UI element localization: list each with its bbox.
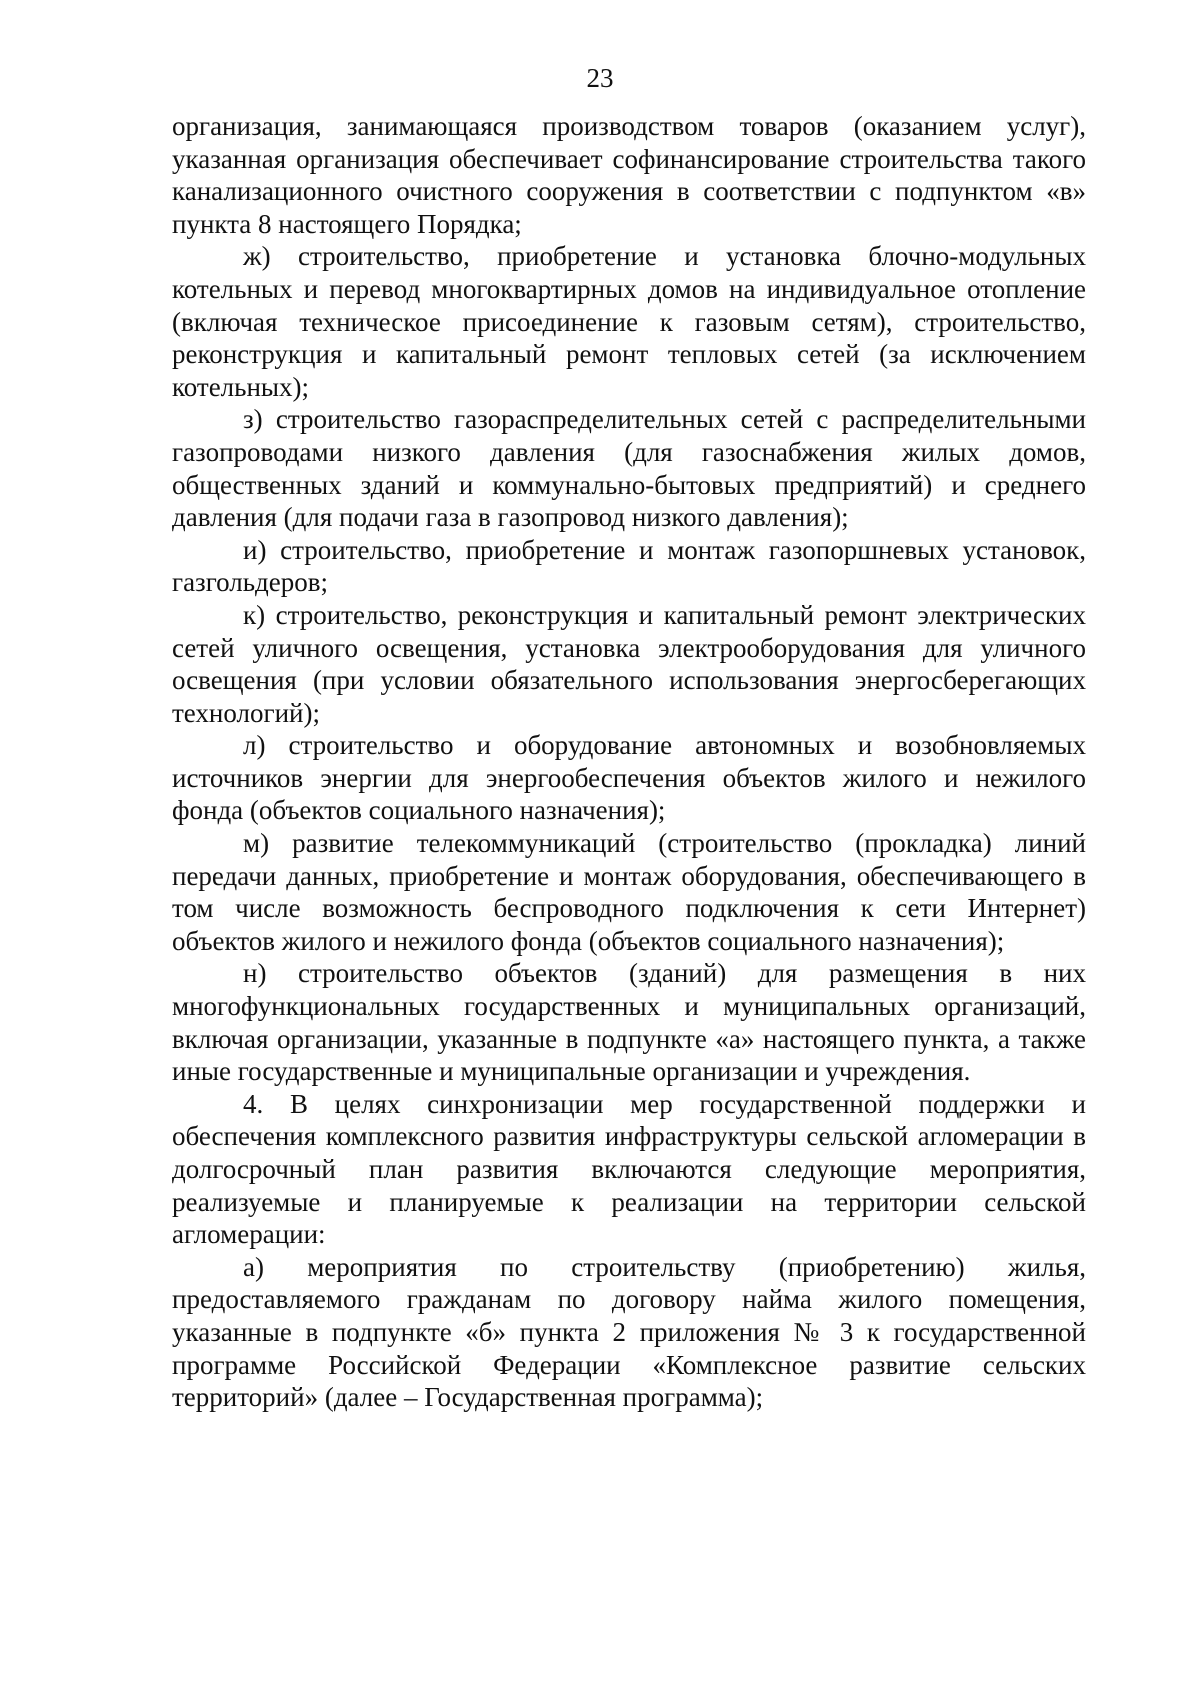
page-number: 23 xyxy=(586,63,614,93)
paragraph-item-zh: ж) строительство, приобретение и установка блочно-модульных котельных и перевод многоквартирных домов на индивидуальное отопление (включая техническое присоединение к газовым сетям), строительство, реконструкция и капитальный ремонт тепловых сетей (за исключением котельных); xyxy=(172,241,1086,402)
paragraph-item-m: м) развитие телекоммуникаций (строительство (прокладка) линий передачи данных, приобретение и монтаж оборудования, обеспечивающего в том числе возможность беспроводного подключения к сети Интернет) объектов жилого и нежилого фонда (объектов социального назначения); xyxy=(172,828,1086,956)
paragraph-item-z: з) строительство газораспределительных сетей с распределительными газопроводами низкого давления (для газоснабжения жилых домов, общественных зданий и коммунально-бытовых предприятий) и среднего давления (для подачи газа в газопровод низкого давления); xyxy=(172,404,1086,533)
document-body xyxy=(172,110,1086,1414)
paragraph-item-l: л) строительство и оборудование автономных и возобновляемых источников энергии для энергообеспечения объектов жилого и нежилого фонда (объектов социального назначения); xyxy=(172,730,1086,826)
paragraph-item-i: и) строительство, приобретение и монтаж газопоршневых установок, газгольдеров; xyxy=(172,534,1086,598)
paragraph-item-k: к) строительство, реконструкция и капитальный ремонт электрических сетей уличного освещения, установка электрооборудования для уличного освещения (при условии обязательного использования энергосберегающих технологий); xyxy=(172,599,1086,728)
paragraph-item-n: н) строительство объектов (зданий) для размещения в них многофункциональных государственных и муниципальных организаций, включая организации, указанные в подпункте «а» настоящего пункта, а также иные государственные и муниципальные организации и учреждения. xyxy=(172,958,1086,1087)
paragraph-section-4: 4. В целях синхронизации мер государственной поддержки и обеспечения комплексного развития инфраструктуры сельской агломерации в долгосрочный план развития включаются следующие мероприятия, реализуемые и планируемые к реализации на территории сельской агломерации: xyxy=(172,1088,1086,1250)
paragraph-item-a: а) мероприятия по строительству (приобретению) жилья, предоставляемого гражданам по договору найма жилого помещения, указанные в подпункте «б» пункта 2 приложения № 3 к государственной программе Российской Федерации «Комплексное развитие сельских территорий» (далее – Государственная программа); xyxy=(172,1251,1086,1413)
paragraph-continuation-zh-prev: организация, занимающаяся производством товаров (оказанием услуг), указанная организация обеспечивает софинансирование строительства такого канализационного очистного сооружения в соответствии с подпунктом «в» пункта 8 настоящего Порядка; xyxy=(172,111,1086,239)
